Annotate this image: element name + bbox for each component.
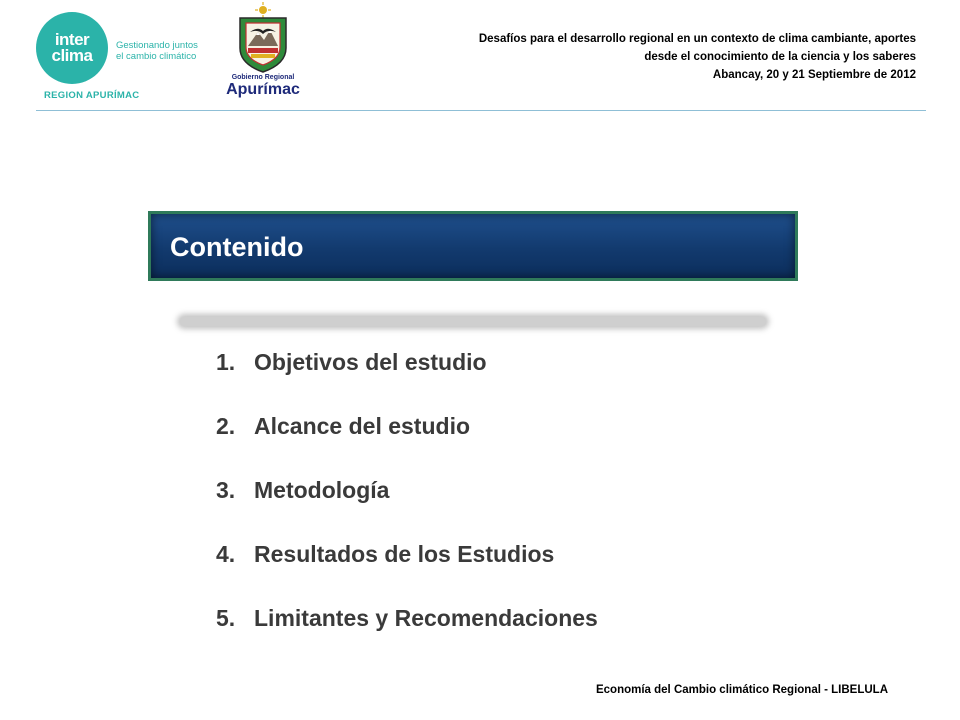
event-title-line1: Desafíos para el desarrollo regional en un contexto de clima cambiante, aportes bbox=[478, 33, 916, 45]
event-header bbox=[356, 30, 916, 84]
logo-tagline-line1: Gestionando juntos bbox=[116, 40, 198, 51]
list-item bbox=[216, 586, 598, 650]
list-item bbox=[216, 522, 598, 586]
contents-list bbox=[216, 330, 598, 650]
list-item-label: Limitantes y Recomendaciones bbox=[254, 604, 598, 631]
interclima-logo bbox=[36, 12, 226, 100]
event-date: Abancay, 20 y 21 Septiembre de 2012 bbox=[712, 69, 916, 81]
decorative-shadow-bar bbox=[180, 317, 766, 326]
list-item-number: 4. bbox=[216, 540, 236, 567]
list-item bbox=[216, 330, 598, 394]
title-bar bbox=[148, 211, 798, 281]
coat-of-arms-icon bbox=[218, 2, 308, 74]
logo-brand-line1: inter bbox=[54, 30, 90, 49]
interclima-logo-circle bbox=[36, 12, 108, 84]
list-item-number: 2. bbox=[216, 412, 236, 439]
event-title-line2: desde el conocimiento de la ciencia y los saberes bbox=[644, 51, 916, 63]
list-item-label: Alcance del estudio bbox=[254, 412, 471, 439]
list-item-label: Resultados de los Estudios bbox=[254, 540, 555, 567]
logo-tagline-line2: el cambio climático bbox=[116, 51, 197, 62]
logo-brand-line2: clima bbox=[51, 46, 93, 65]
gobierno-label-small: Gobierno Regional bbox=[231, 74, 295, 81]
list-item-label: Metodología bbox=[254, 476, 390, 503]
list-item bbox=[216, 458, 598, 522]
header-divider bbox=[36, 110, 926, 111]
gobierno-label-big: Apurímac bbox=[226, 81, 300, 98]
list-item-number: 1. bbox=[216, 348, 236, 375]
list-item bbox=[216, 394, 598, 458]
footer-credit: Economía del Cambio climático Regional - LIBELULA bbox=[595, 684, 888, 696]
gobierno-regional-logo bbox=[218, 2, 308, 102]
list-item-number: 5. bbox=[216, 604, 236, 631]
list-item-number: 3. bbox=[216, 476, 236, 503]
slide-title: Contenido bbox=[170, 232, 304, 262]
list-item-label: Objetivos del estudio bbox=[254, 348, 487, 375]
region-label: REGION APURÍMAC bbox=[44, 90, 140, 101]
